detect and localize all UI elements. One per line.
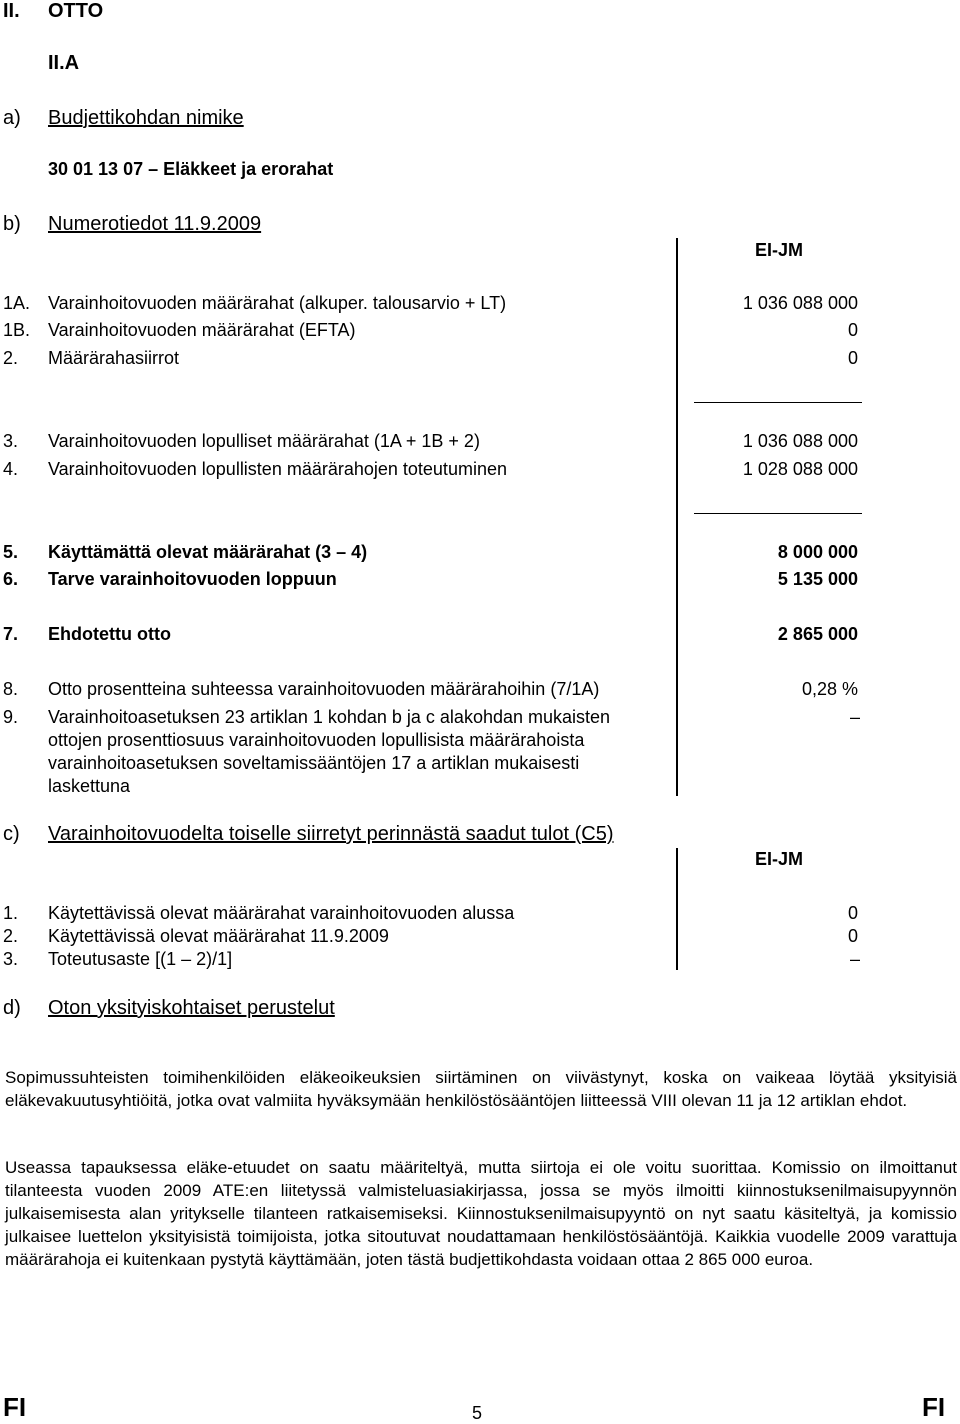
- row-number: 9.: [3, 707, 19, 727]
- row-label: Varainhoitovuoden lopullisten määrärahojen toteutuminen: [48, 459, 507, 479]
- row-value: 1 036 088 000: [742, 293, 858, 313]
- section-c-letter: c): [3, 823, 20, 845]
- heading-number: II.: [3, 0, 20, 22]
- section-c-title: Varainhoitovuodelta toiselle siirretyt perinnästä saadut tulot (C5): [48, 823, 614, 845]
- row-value: 5 135 000: [777, 569, 858, 589]
- section-a-letter: a): [3, 107, 21, 129]
- row-value: 8 000 000: [777, 542, 858, 562]
- row-value: 0: [847, 903, 858, 923]
- budget-item-name: 30 01 13 07 – Eläkkeet ja erorahat: [48, 159, 334, 179]
- footer-language-left: FI: [3, 1392, 27, 1422]
- row-value: 0: [847, 348, 858, 368]
- row-label: Tarve varainhoitovuoden loppuun: [48, 569, 337, 589]
- row-number: 1A.: [3, 293, 31, 313]
- table-c-divider: [676, 848, 678, 970]
- section-d-title: Oton yksityiskohtaiset perustelut: [48, 997, 335, 1019]
- sum-rule-1: [694, 402, 862, 403]
- row-number: 7.: [3, 624, 19, 644]
- row-number: 1.: [3, 903, 19, 923]
- sum-rule-2: [694, 513, 862, 514]
- row-label: Varainhoitovuoden määrärahat (alkuper. talousarvio + LT): [48, 293, 507, 313]
- row-label: Varainhoitovuoden määrärahat (EFTA): [48, 320, 356, 340]
- row-value: –: [849, 707, 860, 727]
- row-value: 1 028 088 000: [742, 459, 858, 479]
- row-number: 1B.: [3, 320, 31, 340]
- row-value: 0,28 %: [801, 679, 858, 699]
- row-number: 8.: [3, 679, 19, 699]
- row-label-line: varainhoitoasetuksen soveltamissääntöjen 17 a artiklan mukaisesti: [48, 753, 580, 773]
- page-number: 5: [472, 1403, 483, 1423]
- heading-title: OTTO: [48, 0, 104, 22]
- column-header-c: EI-JM: [755, 849, 804, 869]
- row-label: Otto prosentteina suhteessa varainhoitovuoden määrärahoihin (7/1A): [48, 679, 600, 699]
- row-value: –: [849, 949, 860, 969]
- row-label-line: Varainhoitoasetuksen 23 artiklan 1 kohdan b ja c alakohdan mukaisten: [48, 707, 611, 727]
- row-value: 1 036 088 000: [742, 431, 858, 451]
- row-label-line: laskettuna: [48, 776, 131, 796]
- row-label: Käytettävissä olevat määrärahat 11.9.2009: [48, 926, 389, 946]
- row-label: Määrärahasiirrot: [48, 348, 180, 368]
- row-number: 4.: [3, 459, 19, 479]
- justification-paragraph-2: Useassa tapauksessa eläke-etuudet on saatu määriteltyä, mutta siirtoja ei ole voitu suorittaa. Komissio on ilmoittanut tilanteesta vuoden 2009 ATE:en liitetyssä valmisteluasiakirjassa, jossa se myös ilmoitti kiinnostuksenilmaisupyynnön julkaisemisesta alan yritykselle tilanteen ratkaisemiseksi. Kiinnostuksenilmaisupyyntö on nyt saatu käsiteltyä, ja komissio julkaisee luettelon yksityisistä toimijoista, jotka sitoutuvat noudattamaan henkilöstösääntöjä. Kaikkia vuodelle 2009 varattuja määrärahoja ei kuitenkaan pystytä käyttämään, joten tästä budjettikohdasta voidaan ottaa 2 865 000 euroa.: [5, 1158, 957, 1269]
- row-value: 0: [847, 926, 858, 946]
- row-value: 2 865 000: [777, 624, 858, 644]
- row-label: Ehdotettu otto: [48, 624, 171, 644]
- row-number: 6.: [3, 569, 19, 589]
- section-b-title: Numerotiedot 11.9.2009: [48, 213, 262, 235]
- row-label-line: ottojen prosenttiosuus varainhoitovuoden lopullisista määrärahoista: [48, 730, 585, 750]
- row-number: 2.: [3, 348, 19, 368]
- row-number: 3.: [3, 431, 19, 451]
- row-label: Toteutusaste [(1 – 2)/1]: [48, 949, 233, 969]
- row-label: Käytettävissä olevat määrärahat varainhoitovuoden alussa: [48, 903, 515, 923]
- footer-language-right: FI: [922, 1392, 946, 1422]
- row-label: Varainhoitovuoden lopulliset määrärahat (1A + 1B + 2): [48, 431, 480, 451]
- heading-sub: II.A: [48, 52, 80, 74]
- justification-paragraph-1: Sopimussuhteisten toimihenkilöiden eläkeoikeuksien siirtäminen on viivästynyt, koska on vaikeaa löytää yksityisiä eläkevakuutusyhtiöitä, jotka ovat valmiita hyväksymään henkilöstösääntöjen liitteessä VIII olevan 11 ja 12 artiklan ehdot.: [5, 1068, 957, 1110]
- row-value: 0: [847, 320, 858, 340]
- row-number: 5.: [3, 542, 19, 562]
- section-a-title: Budjettikohdan nimike: [48, 107, 244, 129]
- row-label: Käyttämättä olevat määrärahat (3 – 4): [48, 542, 368, 562]
- section-d-letter: d): [3, 997, 21, 1019]
- row-number: 3.: [3, 949, 19, 969]
- table-b-divider: [676, 238, 678, 796]
- column-header-b: EI-JM: [755, 240, 804, 260]
- section-b-letter: b): [3, 213, 21, 235]
- row-number: 2.: [3, 926, 19, 946]
